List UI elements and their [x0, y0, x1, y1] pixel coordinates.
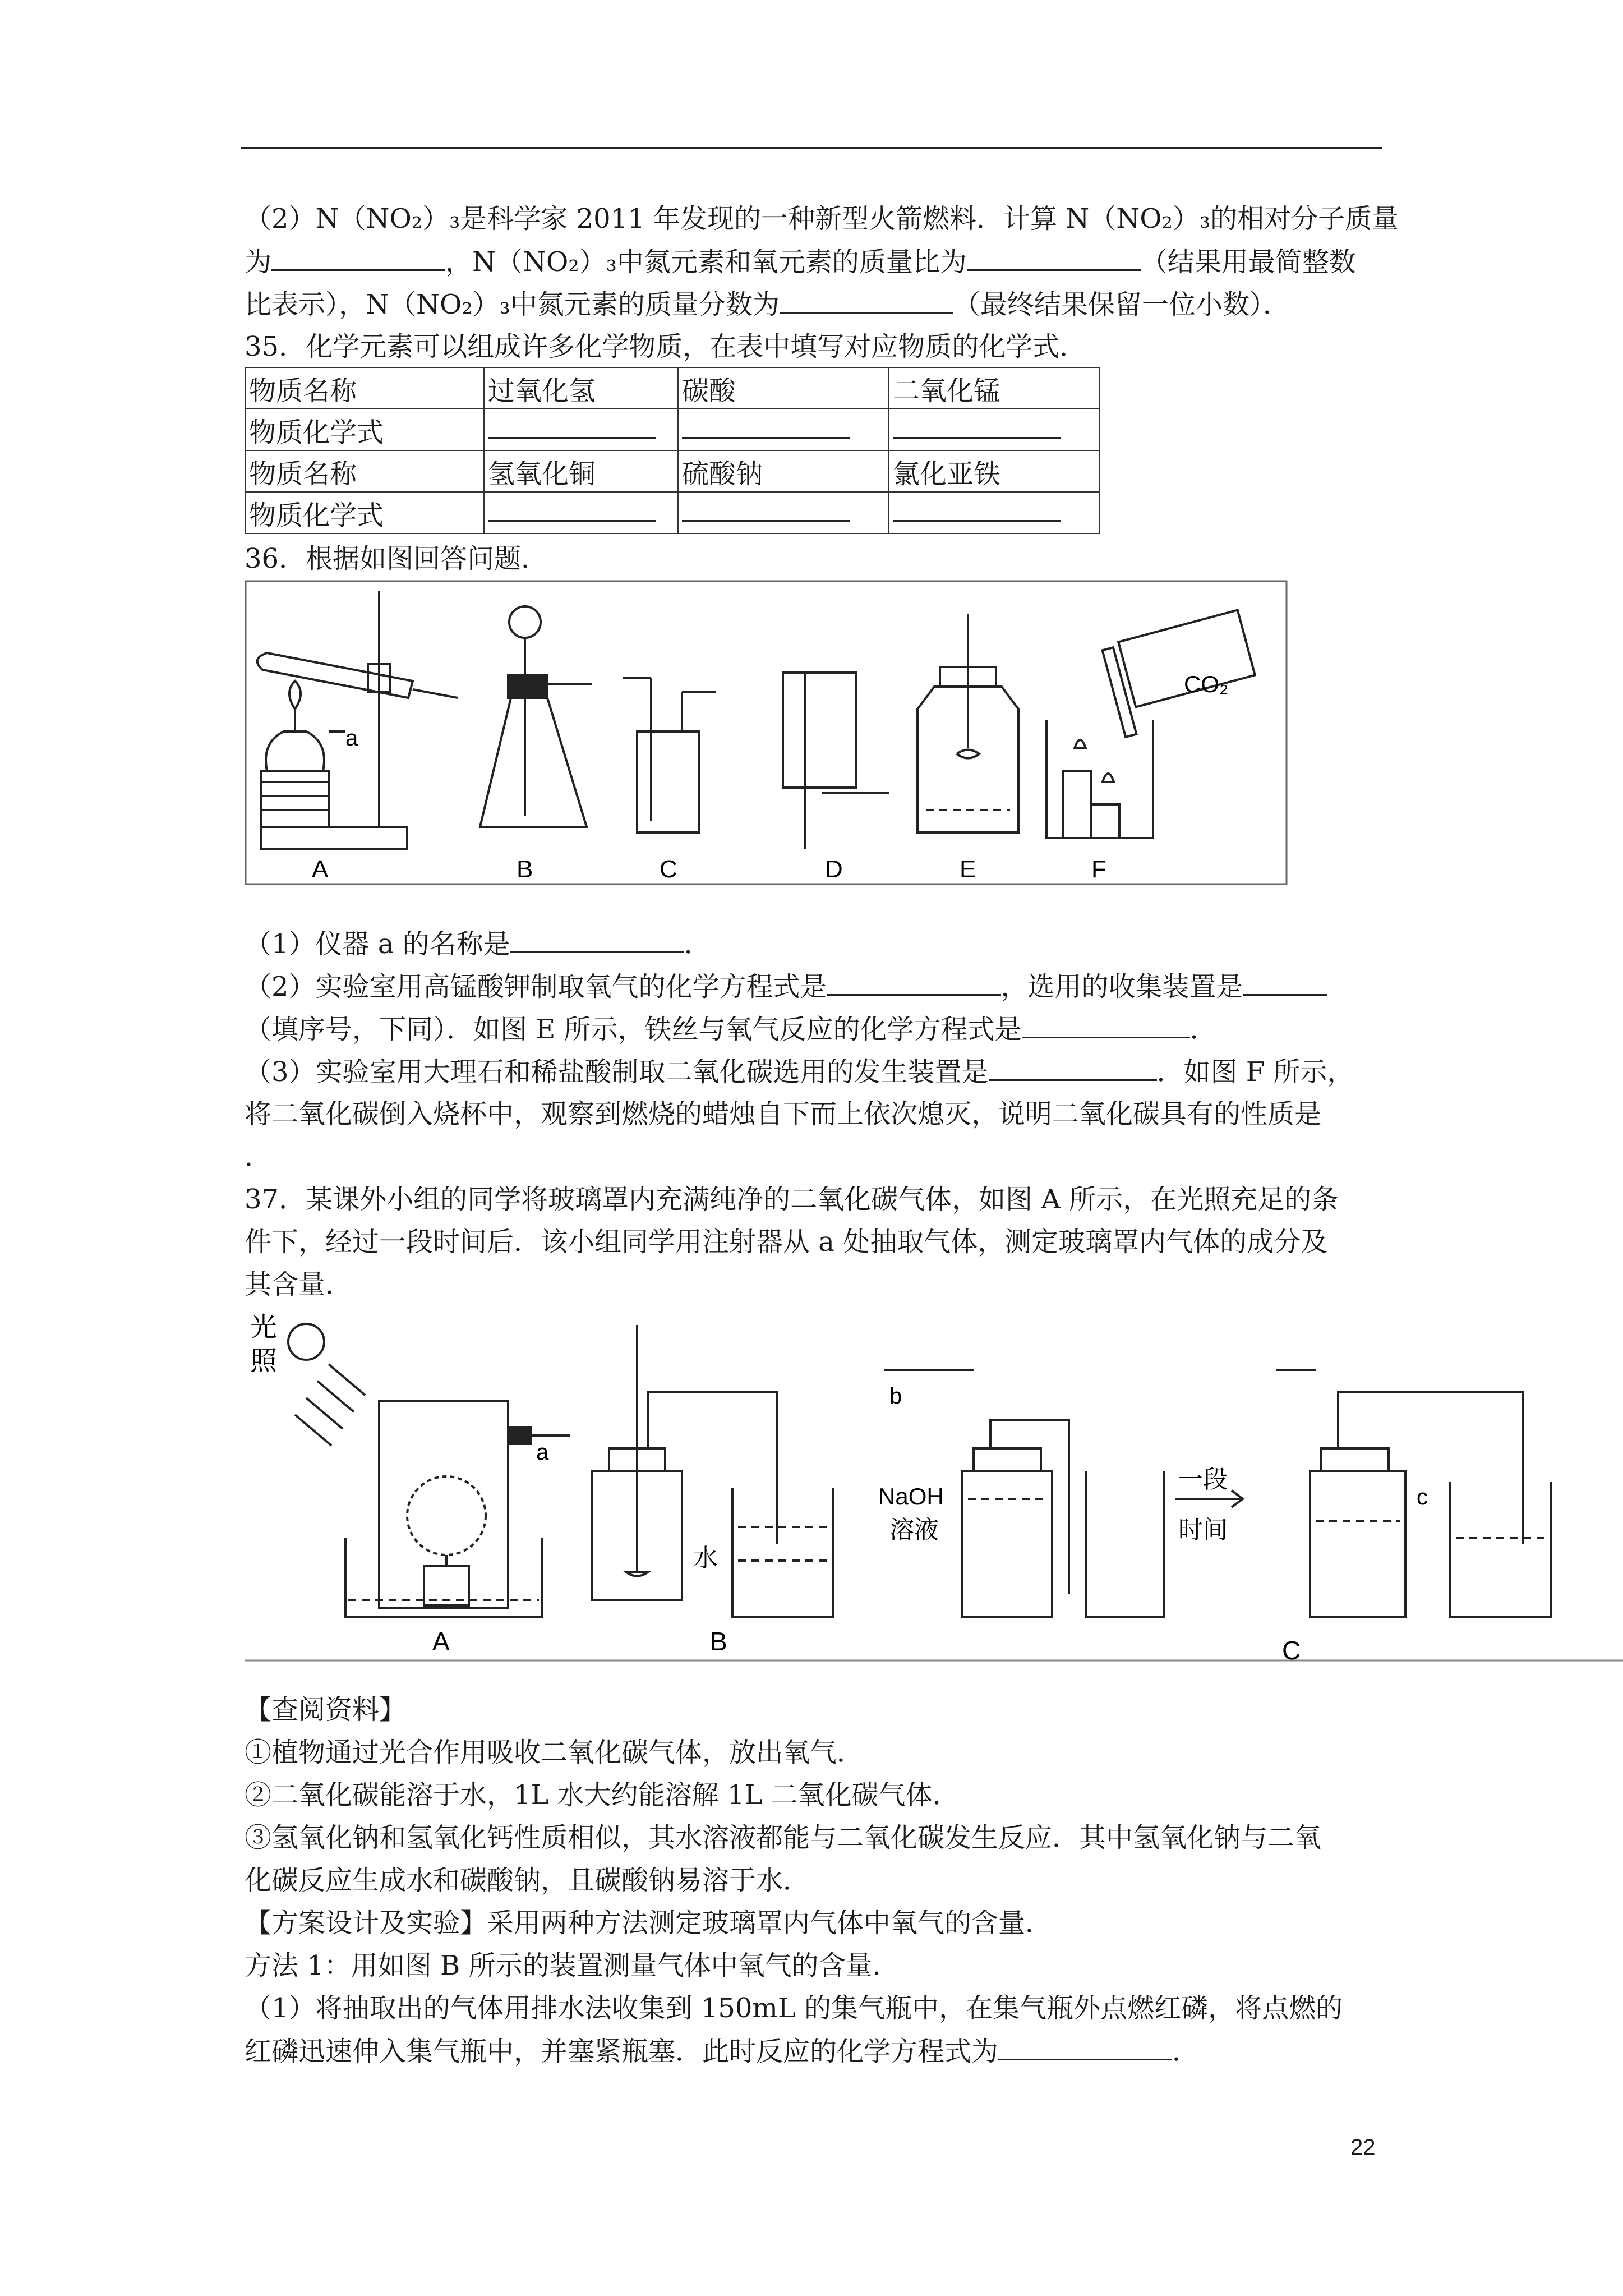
reference-3: ③氢氧化钠和氢氧化钙性质相似，其水溶液都能与二氧化碳发生反应．其中氢氧化钠与二氧	[245, 1822, 1322, 1853]
beaker-after	[1450, 1482, 1551, 1617]
answer-blank[interactable]	[1243, 969, 1327, 996]
apparatus-figure-q36	[245, 580, 1288, 894]
method-1-step-1: （1）将抽取出的气体用排水法收集到 150mL 的集气瓶中，在集气瓶外点燃红磷，将点燃的	[245, 1993, 1343, 2024]
beaker-c	[1086, 1471, 1164, 1617]
label-C: C	[660, 855, 677, 883]
text: ．	[1189, 1014, 1217, 1045]
q36-part3-end: ．	[245, 1141, 272, 1172]
answer-blank[interactable]	[989, 1055, 1157, 1081]
flame	[289, 681, 301, 709]
formula-table	[245, 367, 1100, 534]
table-cell: 硫酸钠	[678, 450, 889, 492]
answer-blank[interactable]	[682, 498, 850, 522]
answer-cell[interactable]	[484, 492, 678, 533]
stand-base	[261, 827, 407, 849]
reference-2: ②二氧化碳能溶于水，1L 水大约能溶解 1L 二氧化碳气体．	[245, 1779, 960, 1811]
answer-blank[interactable]	[827, 969, 1001, 996]
table-cell: 物质名称	[245, 367, 484, 409]
label-a: a	[345, 726, 358, 751]
table-row	[245, 492, 1100, 533]
q37-line-3: 其含量．	[245, 1269, 353, 1300]
alcohol-lamp	[266, 731, 324, 771]
plant	[407, 1476, 486, 1555]
answer-blank[interactable]	[682, 415, 850, 439]
answer-blank[interactable]	[510, 927, 684, 953]
text: （结果用最简整数	[1140, 246, 1356, 278]
label-D: D	[825, 855, 843, 883]
page-number: 22	[1350, 2135, 1376, 2160]
answer-cell[interactable]	[484, 409, 678, 450]
answer-cell[interactable]	[889, 409, 1100, 450]
table-cell: 物质名称	[245, 450, 484, 492]
text: 红磷迅速伸入集气瓶中，并塞紧瓶塞．此时反应的化学方程式为	[245, 2036, 999, 2067]
answer-blank[interactable]	[271, 245, 445, 271]
q36-stem: 36．根据如图回答问题．	[245, 543, 548, 574]
label-shijian: 时间	[1178, 1516, 1228, 1544]
label-water: 水	[693, 1544, 718, 1572]
header-rule	[241, 147, 1382, 149]
beaker-b	[732, 1488, 833, 1617]
q37-line-2: 件下，经过一段时间后．该小组同学用注射器从 a 处抽取气体，测定玻璃罩内气体的成分及	[245, 1226, 1328, 1258]
label-zhao: 照	[250, 1346, 278, 1376]
text: ．如图 F 所示，	[1156, 1056, 1354, 1088]
label-E: E	[960, 855, 976, 883]
text: （最终结果保留一位小数）．	[953, 289, 1290, 320]
wood-block	[261, 771, 329, 827]
q34-line-1: （2）N（NO₂）₃是科学家 2011 年发现的一种新型火箭燃料．计算 N（NO₂）₃的相对分子质量	[245, 203, 1399, 234]
table-cell: 物质化学式	[245, 492, 484, 533]
table-row	[245, 450, 1100, 492]
answer-blank[interactable]	[967, 245, 1141, 271]
table-cell: 碳酸	[678, 367, 889, 409]
design-heading: 【方案设计及实验】采用两种方法测定玻璃罩内气体中氧气的含量．	[245, 1907, 1053, 1939]
table-row	[245, 367, 1100, 409]
answer-blank[interactable]	[893, 415, 1061, 439]
sun-icon	[288, 1324, 324, 1360]
text: （填序号，下同）．如图 E 所示，铁丝与氧气反应的化学方程式是	[245, 1014, 1022, 1045]
label-A: A	[312, 855, 329, 883]
table-cell: 氯化亚铁	[889, 450, 1100, 492]
q36-part1	[245, 927, 711, 961]
text: ，选用的收集装置是	[1000, 971, 1243, 1002]
text: 比表示），N（NO₂）₃中氮元素的质量分数为	[245, 289, 780, 320]
text: ，N（NO₂）₃中氮元素和氧元素的质量比为	[445, 246, 967, 278]
label-A: A	[432, 1627, 450, 1656]
label-B: B	[517, 855, 533, 883]
answer-cell[interactable]	[889, 492, 1100, 533]
label-solution: 溶液	[889, 1516, 939, 1544]
bell-jar	[379, 1401, 508, 1608]
answer-blank[interactable]	[780, 287, 953, 314]
q36-part2	[245, 969, 1327, 1004]
answer-blank[interactable]	[488, 415, 656, 439]
text: （2）实验室用高锰酸钾制取氧气的化学方程式是	[245, 971, 827, 1002]
method-1: 方法 1：用如图 B 所示的装置测量气体中氧气的含量．	[245, 1950, 900, 1981]
label-guang: 光	[250, 1313, 278, 1342]
q36-part3	[245, 1055, 1354, 1089]
table-cell: 二氧化锰	[889, 367, 1100, 409]
thistle-funnel	[509, 606, 541, 638]
text: （3）实验室用大理石和稀盐酸制取二氧化碳选用的发生装置是	[245, 1056, 989, 1088]
label-B: B	[710, 1627, 727, 1656]
table-cell: 物质化学式	[245, 409, 484, 450]
q37-line-1: 37．某课外小组的同学将玻璃罩内充满纯净的二氧化碳气体，如图 A 所示，在光照充足的条	[245, 1184, 1339, 1215]
answer-blank[interactable]	[893, 498, 1061, 522]
table-cell: 氢氧化铜	[484, 450, 678, 492]
answer-blank[interactable]	[998, 2034, 1172, 2060]
answer-blank[interactable]	[488, 498, 656, 522]
reference-3-cont: 化碳反应生成水和碳酸钠，且碳酸钠易溶于水．	[245, 1865, 810, 1896]
label-c: c	[1417, 1485, 1428, 1510]
gas-bottle-c	[637, 731, 699, 832]
naoh-bottle-after	[1310, 1471, 1405, 1617]
answer-blank[interactable]	[1022, 1012, 1190, 1038]
table-cell: 过氧化氢	[484, 367, 678, 409]
text: ．	[684, 928, 711, 960]
label-naoh: NaOH	[878, 1483, 944, 1510]
reference-1: ①植物通过光合作用吸收二氧化碳气体，放出氧气．	[245, 1737, 864, 1768]
table-row	[245, 409, 1100, 450]
apparatus-figure-q37	[245, 1303, 1623, 1667]
method-1-step-1-cont	[245, 2034, 1199, 2068]
q35-stem: 35．化学元素可以组成许多化学物质，在表中填写对应物质的化学式．	[245, 331, 1087, 362]
q34-line-3	[245, 287, 1290, 321]
q34-line-2	[245, 245, 1356, 279]
q36-part3-cont: 将二氧化碳倒入烧杯中，观察到燃烧的蜡烛自下而上依次熄灭，说明二氧化碳具有的性质是	[245, 1098, 1322, 1130]
label-b: b	[889, 1384, 902, 1409]
text: 为	[245, 246, 272, 278]
label-C: C	[1282, 1636, 1301, 1665]
iron-wire	[957, 750, 979, 758]
answer-cell[interactable]	[678, 409, 889, 450]
label-a: a	[536, 1440, 549, 1465]
answer-cell[interactable]	[678, 492, 889, 533]
label-F: F	[1091, 855, 1106, 883]
gas-bottle-d	[783, 673, 856, 788]
text: （1）仪器 a 的名称是	[245, 928, 510, 960]
label-co2: CO₂	[1184, 671, 1229, 697]
label-yiduan: 一段	[1178, 1466, 1228, 1493]
text: ．	[1172, 2036, 1200, 2067]
conical-flask	[480, 698, 587, 827]
naoh-bottle	[962, 1471, 1052, 1617]
q36-part2-cont	[245, 1012, 1217, 1046]
reference-heading: 【查阅资料】	[245, 1694, 407, 1726]
